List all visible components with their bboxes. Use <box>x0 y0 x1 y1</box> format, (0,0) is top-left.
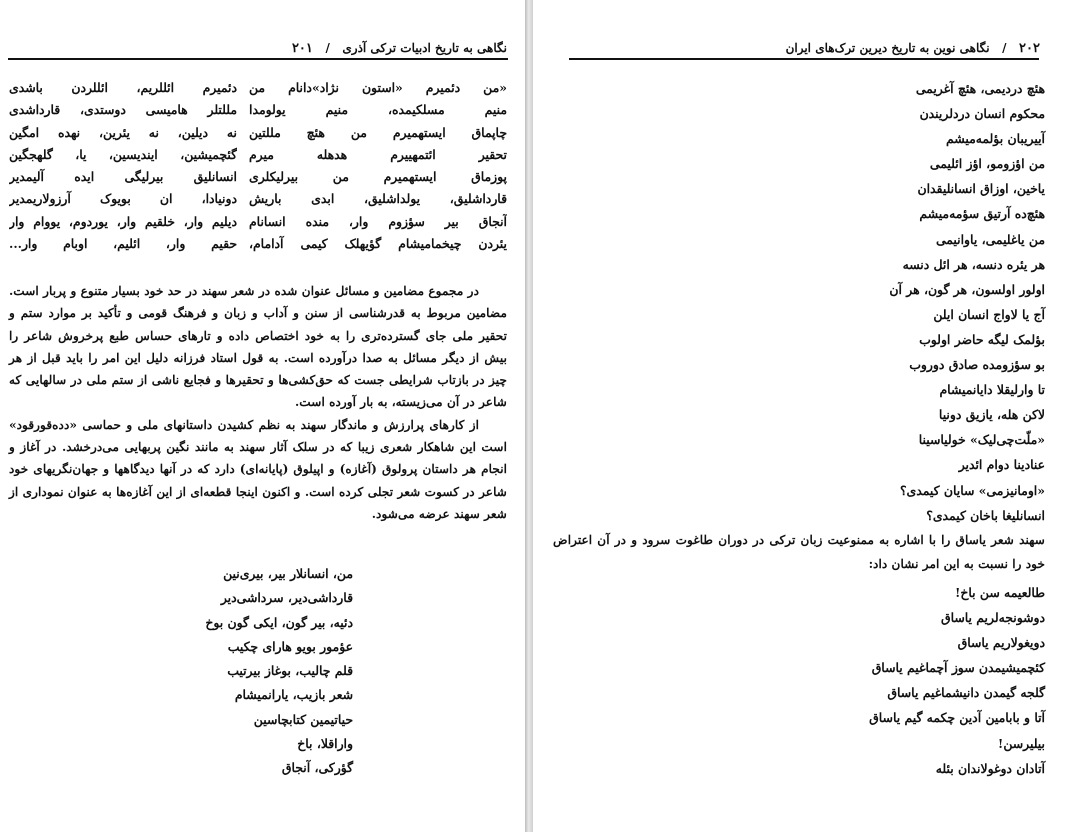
poem-cell: تحقیر ائتمهییرم هدهله میرم <box>249 146 507 162</box>
verse-line: من یاغلیمی، یاوانیمی <box>935 231 1045 247</box>
verse-line: دوشونجه‌لریم یاساق <box>941 610 1045 626</box>
verse-line: محکوم انسان دردلریندن <box>919 106 1045 122</box>
verse-line: گلجه گیمدن دانیشماغیم یاساق <box>887 685 1045 701</box>
verse-line: شعر بازیب، یارانمیشام <box>234 687 353 703</box>
verse-line: لاکن هله، یازیق دونیا <box>938 407 1045 423</box>
right-prose <box>553 528 1045 576</box>
verse-line: آتادان دوغولاندان بئله <box>935 760 1045 776</box>
poem-row <box>9 211 507 233</box>
left-header-rule <box>8 58 508 60</box>
book-gutter <box>525 0 533 832</box>
left-page-number: ۲۰۱ <box>291 41 313 56</box>
right-page-number: ۲۰۲ <box>1019 41 1040 56</box>
verse-line: یاخین، اوزاق انسانلیقدان <box>917 181 1045 197</box>
verse-line: هئچ دردیمی، هئچ آغریمی <box>915 81 1045 96</box>
right-header-rule <box>569 58 1039 60</box>
verse-line: عنادینا دوام ائدیر <box>958 457 1045 473</box>
poem-cell: یئردن چیخمامیشام گؤیهلک کیمی آدامام، <box>249 236 507 252</box>
poem-cell: نه دیلین، نه یئرین، نهده امگین <box>9 124 237 140</box>
verse-line: قارداشی‌دیر، سرداشی‌دیر <box>220 590 353 606</box>
verse-line: اولور اولسون، هر گون، هر آن <box>889 281 1045 297</box>
verse-line: «اومانیزمی» سایان کیمدی؟ <box>899 482 1045 498</box>
poem-row <box>9 166 507 188</box>
verse-line: من اؤزومو، اؤز ائلیمی <box>929 156 1045 172</box>
right-page-title: نگاهی نوین به تاریخ دیرین ترک‌های ایران <box>785 41 990 55</box>
poem-row <box>9 77 507 99</box>
right-header-separator: / <box>1002 41 1007 55</box>
verse-line: گؤرکی، آنجاق <box>281 760 353 776</box>
verse-line: تا وارلیقلا دایانمیشام <box>939 382 1045 398</box>
verse-line: آج یا لاواج انسان ایلن <box>933 306 1045 322</box>
verse-line: دئیه، بیر گون، ایکی گون بوخ <box>205 614 353 630</box>
poem-cell: منیم مسلکیمده، منیم یولومدا <box>249 102 507 118</box>
poem-cell: پوزماق ایستهمیرم من بیرلیکلری <box>249 169 507 185</box>
right-page-header <box>786 37 1040 59</box>
poem-row <box>9 188 507 210</box>
verse-line: طالعیمه سن باخ! <box>954 585 1045 600</box>
poem-table <box>9 77 507 255</box>
verse-line: عؤمور بویو هارای چکیب <box>227 638 353 654</box>
poem-cell: آنجاق بیر سؤزوم وار، منده انسانام <box>249 213 507 229</box>
verse-line: دویغولاریم یاساق <box>957 635 1045 651</box>
left-page-title: نگاهی به تاریخ ادبیات ترکی آذری <box>342 41 507 55</box>
verse-line: انسانلیغا باخان کیمدی؟ <box>926 507 1045 523</box>
poem-cell: دئمیرم ائللریم، ائللردن باشدی <box>9 80 237 95</box>
verse-line: آییریبان بؤلمه‌میشم <box>946 131 1045 147</box>
prose-paragraph: سهند شعر یاساق را با اشاره به ممنوعیت زبان ترکی در دوران طاغوت سرود و در آن اعتراض خود را نسبت به این امر نشان داد: <box>553 533 1045 571</box>
poem-row <box>9 99 507 121</box>
right-verse-list <box>889 76 1045 528</box>
left-prose <box>9 280 507 525</box>
poem-row <box>9 233 507 255</box>
poem-row <box>9 144 507 166</box>
verse-line: هئچ‌ده آرتیق سؤمه‌میشم <box>919 206 1045 222</box>
verse-line: هر یئره دنسه، هر ائل دنسه <box>902 256 1045 272</box>
poem-cell: «من دئمیرم «استون نژاد»دانام من <box>249 80 507 95</box>
poem-cell: دونیادا، ان بویوک آرزولاریمدیر <box>9 191 237 207</box>
right-verse-list-2 <box>869 580 1045 781</box>
poem-cell: گئچمیشین، ایندیسین، یا، گلهجگین <box>9 146 237 162</box>
verse-line: بیلیرسن! <box>997 735 1045 751</box>
verse-line: قلم چالیب، بوغاز بیرتیب <box>227 663 353 679</box>
prose-paragraph: در مجموع مضامین و مسائل عنوان شده در شعر سهند در حد خود بسیار متنوع و پربار است. مضامین مربوط به قدرشناسی از سنن و آداب و زبان و فرهنگ قومی و تأکید بر موارد ستم و تحقیر ملی جای گسترده‌تری را به خود اختصاص داده و تارهای حساس طبع پرخروش شاعر را بیش از دیگر مسائل به صدا درآورده است. به قول استاد فرزانه دلیل این امر را باید قبل از هر چیز در بازتاب شرایطی جست که حق‌کشی‌ها و تحقیرها و فجایع ناشی از ستم ملی در سالهایی که شاعر در آن می‌زیسته، به بار آورده است. <box>9 284 507 410</box>
verse-line: حیاتیمین کتابچاسین <box>253 711 353 727</box>
verse-line: بؤلمک لیگه حاضر اولوب <box>919 331 1045 347</box>
poem-cell: دیلیم وار، خلقیم وار، یوردوم، یووام وار <box>9 213 237 229</box>
poem-cell: حقیم وار، ائلیم، اوبام وار... <box>9 236 237 252</box>
right-page <box>533 0 1065 832</box>
verse-line: واراقلا، باخ <box>297 736 353 752</box>
left-page <box>0 0 525 832</box>
verse-line: «ملّت‌چی‌لیک» خولیاسینا <box>918 432 1045 448</box>
poem-cell: مللتلر هامیسی دوستدی، قارداشدی <box>9 102 237 118</box>
verse-line: بو سؤزومده صادق دوروب <box>909 357 1045 373</box>
verse-line: آتا و بابامین آدین چکمه گیم یاساق <box>869 710 1045 726</box>
poem-cell: چاپماق ایستهمیرم من هئچ مللتین <box>249 124 507 140</box>
verse-line: کئچمیشیمدن سوز آچماغیم یاساق <box>871 660 1045 676</box>
left-header-separator: / <box>325 41 330 55</box>
left-verse-list <box>205 562 353 781</box>
poem-cell: انسانلیق بیرلیگی ایده آلیمدیر <box>9 169 237 185</box>
prose-paragraph: از کارهای پرارزش و ماندگار سهند به نظم کشیدن داستانهای ملی و حماسی «دده‌قورقود» است این شاهکار شعری زیبا که در سلک آثار سهند به مانند نگین پربهایی می‌درخشد. در آغاز و انجام هر داستان پرولوق (آغازه) و اپیلوق (پایانه‌ای) دارد که در آنها دیدگاهها و جهان‌نگریهای خود شاعر در کسوت شعر تجلی کرده است. و اکنون اینجا قطعه‌ای از این آغازه‌ها به عنوان نموداری از شعر سهند عرضه می‌شود. <box>9 417 507 521</box>
poem-row <box>9 122 507 144</box>
left-page-header <box>292 37 507 59</box>
poem-cell: قارداشلیق، یولداشلیق، ابدی باریش <box>249 191 507 207</box>
verse-line: من، انسانلار بیر، بیری‌نین <box>223 566 353 581</box>
